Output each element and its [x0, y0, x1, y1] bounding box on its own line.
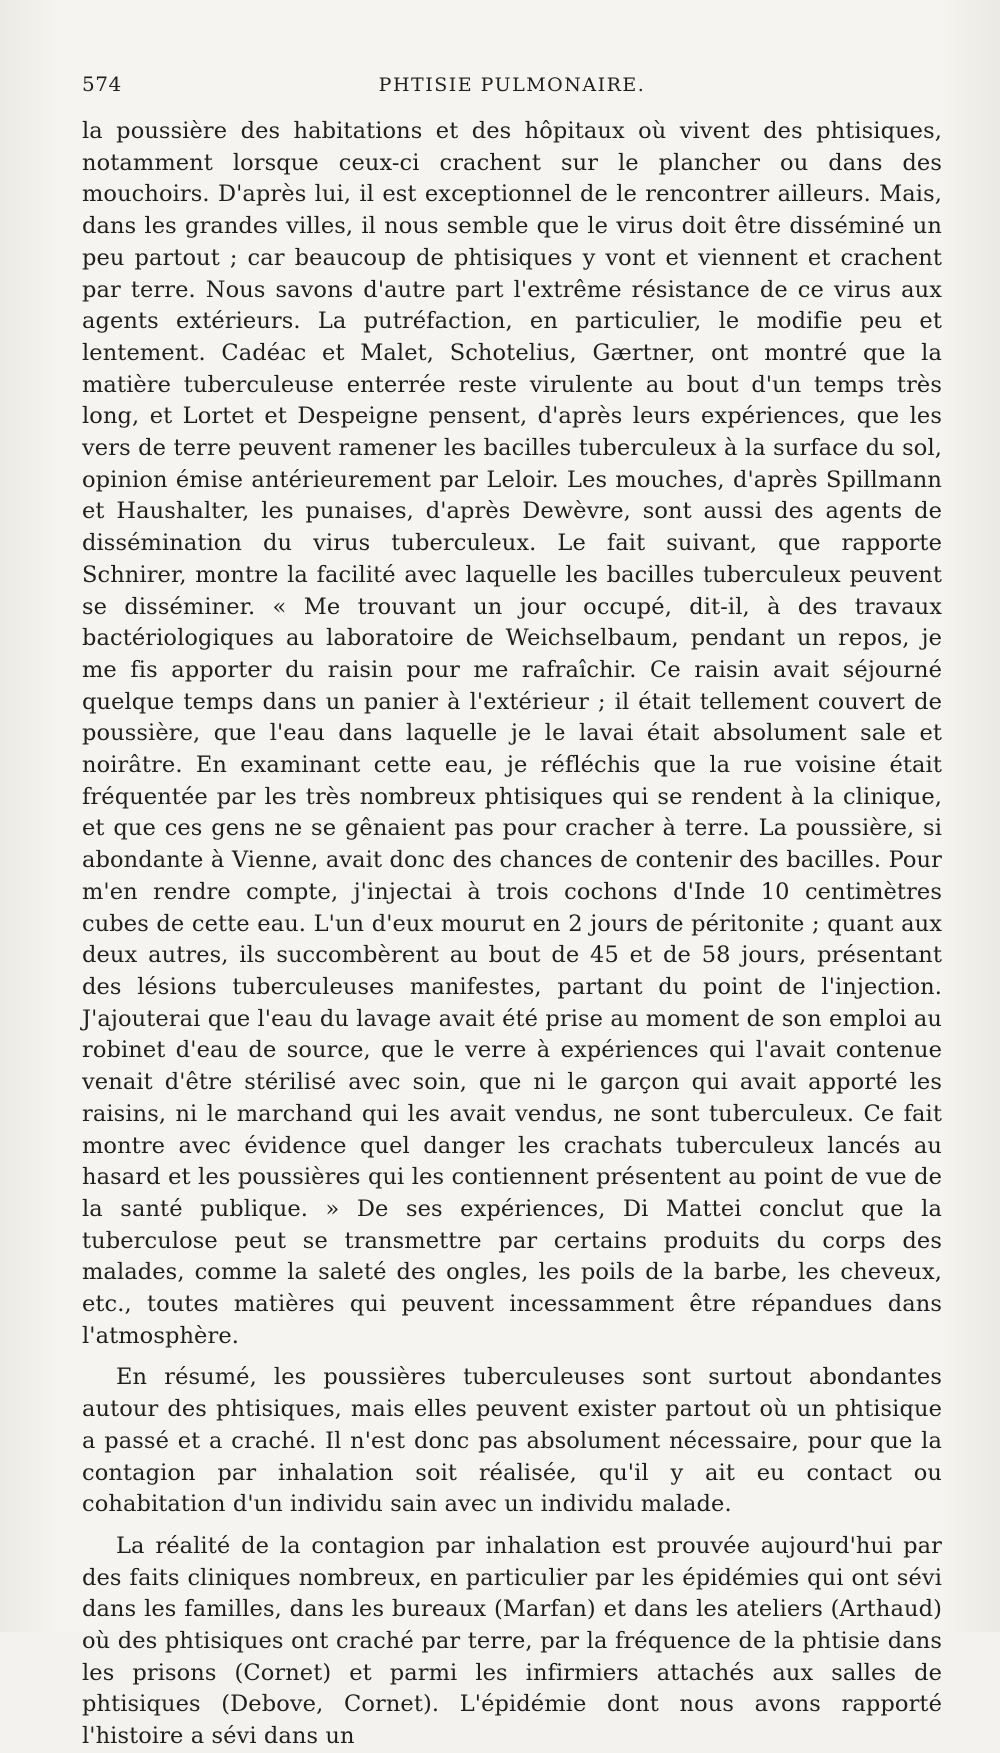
- page-number: 574: [82, 72, 122, 96]
- body-text: [82, 116, 942, 1753]
- running-head: [82, 72, 942, 110]
- paragraph-continued: la poussière des habitations et des hôpitaux où vivent des phtisiques, notamment lorsque ceux-ci crachent sur le plancher ou dans des mouchoirs. D'après lui, il est exceptionnel de le rencontrer ailleurs. Mais, dans les grandes villes, il nous semble que le virus doit être disséminé un peu partout ; car beaucoup de phtisiques y vont et viennent et crachent par terre. Nous savons d'autre part l'extrême résistance de ce virus aux agents extérieurs. La putréfaction, en particulier, le modifie peu et lentement. Cadéac et Malet, Schotelius, Gærtner, ont montré que la matière tuberculeuse enterrée reste virulente au bout d'un temps très long, et Lortet et Despeigne pensent, d'après leurs expériences, que les vers de terre peuvent ramener les bacilles tuberculeux à la surface du sol, opinion émise antérieurement par Leloir. Les mouches, d'après Spillmann et Haushalter, les punaises, d'après Dewèvre, sont aussi des agents de dissémination du virus tuberculeux. Le fait suivant, que rapporte Schnirer, montre la facilité avec laquelle les bacilles tuberculeux peuvent se disséminer. « Me trouvant un jour occupé, dit-il, à des travaux bactériologiques au laboratoire de Weichselbaum, pendant un repos, je me fis apporter du raisin pour me rafraîchir. Ce raisin avait séjourné quelque temps dans un panier à l'extérieur ; il était tellement couvert de poussière, que l'eau dans laquelle je le lavai était absolument sale et noirâtre. En examinant cette eau, je réfléchis que la rue voisine était fréquentée par les très nombreux phtisiques qui se rendent à la clinique, et que ces gens ne se gênaient pas pour cracher à terre. La poussière, si abondante à Vienne, avait donc des chances de contenir des bacilles. Pour m'en rendre compte, j'injectai à trois cochons d'Inde 10 centimètres cubes de cette eau. L'un d'eux mourut en 2 jours de péritonite ; quant aux deux autres, ils succombèrent au bout de 45 et de 58 jours, présentant des lésions tuberculeuses manifestes, partant du point de l'injection. J'ajouterai que l'eau du lavage avait été prise au moment de son emploi au robinet d'eau de source, que le verre à expériences qui l'avait contenue venait d'être stérilisé avec soin, que ni le garçon qui avait apporté les raisins, ni le marchand qui les avait vendus, ne sont tuberculeux. Ce fait montre avec évidence quel danger les crachats tuberculeux lancés au hasard et les poussières qui les contiennent présentent au point de vue de la santé publique. » De ses expériences, Di Mattei conclut que la tuberculose peut se transmettre par certains produits du corps des malades, comme la saleté des ongles, les poils de la barbe, les cheveux, etc., toutes matières qui peuvent incessamment être répandues dans l'atmosphère.: [82, 118, 942, 1349]
- running-title: PHTISIE PULMONAIRE.: [378, 74, 646, 96]
- paragraph-summary: En résumé, les poussières tuberculeuses sont surtout abondantes autour des phtisiques, mais elles peuvent exister partout où un phtisique a passé et a craché. Il n'est donc pas absolument nécessaire, pour que la contagion par inhalation soit réalisée, qu'il y ait eu contact ou cohabitation d'un individu sain avec un individu malade.: [82, 1364, 942, 1518]
- paragraph-clinical-evidence: La réalité de la contagion par inhalation est prouvée aujourd'hui par des faits cliniques nombreux, en particulier par les épidémies qui ont sévi dans les familles, dans les bureaux (Marfan) et dans les ateliers (Arthaud) où des phtisiques ont craché par terre, par la fréquence de la phtisie dans les prisons (Cornet) et parmi les infirmiers attachés aux salles de phtisiques (Debove, Cornet). L'épidémie dont nous avons rapporté l'histoire a sévi dans un: [82, 1532, 942, 1750]
